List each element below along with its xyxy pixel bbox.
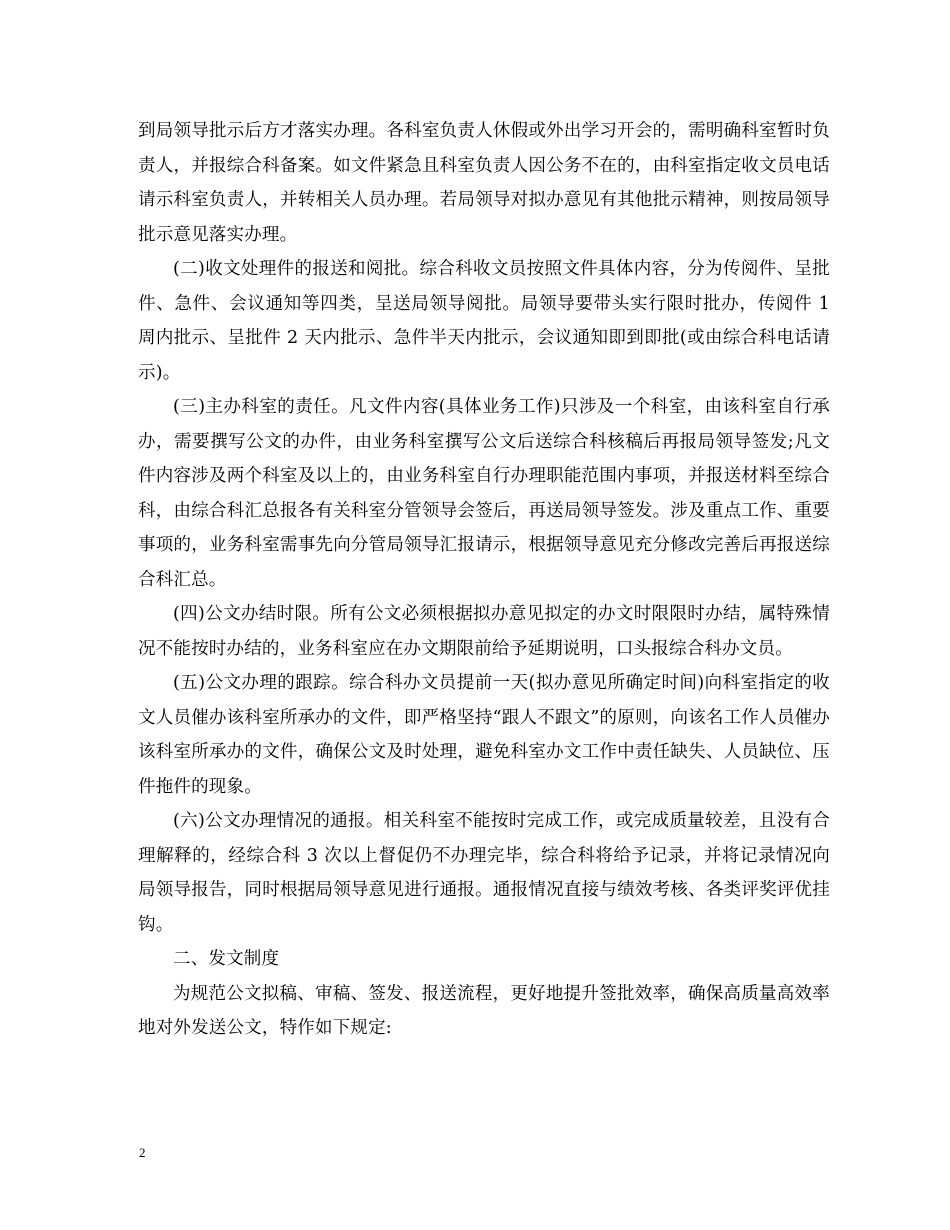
paragraph-tracking: (五)公文办理的跟踪。综合科办文员提前一天(拟办意见所确定时间)向科室指定的收文人员催办该科室所承办的文件，即严格坚持“跟人不跟文”的原则，向该名工作人员催办该科室所承办的文件，确保公文及时处理，避免科室办文工作中责任缺失、人员缺位、压件拖件的现象。 [138,673,830,797]
paragraph-notification: (六)公文办理情况的通报。相关科室不能按时完成工作，或完成质量较差，且没有合理解释的，经综合科 3 次以上督促仍不办理完毕，综合科将给予记录，并将记录情况向局领导报告，同时根据局领导意见进行通报。通报情况直接与绩效考核、各类评奖评优挂钩。 [138,811,830,935]
document-body [138,114,830,1046]
section-heading-dispatch: 二、发文制度 [173,949,280,969]
paragraph-dispatch-intro: 为规范公文拟稿、审稿、签发、报送流程，更好地提升签批效率，确保高质量高效率地对外发送公文，特作如下规定: [138,983,830,1038]
paragraph-host-office-duty: (三)主办科室的责任。凡文件内容(具体业务工作)只涉及一个科室，由该科室自行承办，需要撰写公文的办件，由业务科室撰写公文后送综合科核稿后再报局领导签发;凡文件内容涉及两个科室及以上的，由业务科室自行办理职能范围内事项，并报送材料至综合科，由综合科汇总报各有关科室分管领导会签后，再送局领导签发。涉及重点工作、重要事项的，业务科室需事先向分管局领导汇报请示，根据领导意见充分修改完善后再报送综合科汇总。 [138,397,830,590]
paragraph-deadline: (四)公文办结时限。所有公文必须根据拟办意见拟定的办文时限限时办结，属特殊情况不能按时办结的，业务科室应在办文期限前给予延期说明，口头报综合科办文员。 [138,604,830,659]
paragraph-receipt-submission: (二)收文处理件的报送和阅批。综合科收文员按照文件具体内容，分为传阅件、呈批件、急件、会议通知等四类，呈送局领导阅批。局领导要带头实行限时批办，传阅件 1 周内批示、呈批件 2 天内批示、急件半天内批示，会议通知即到即批(或由综合科电话请示)。 [138,259,830,383]
paragraph-continuation: 到局领导批示后方才落实办理。各科室负责人休假或外出学习开会的，需明确科室暂时负责人，并报综合科备案。如文件紧急且科室负责人因公务不在的，由科室指定收文员电话请示科室负责人，并转相关人员办理。若局领导对拟办意见有其他批示精神，则按局领导批示意见落实办理。 [138,121,830,245]
page-number: 2 [139,1145,146,1160]
